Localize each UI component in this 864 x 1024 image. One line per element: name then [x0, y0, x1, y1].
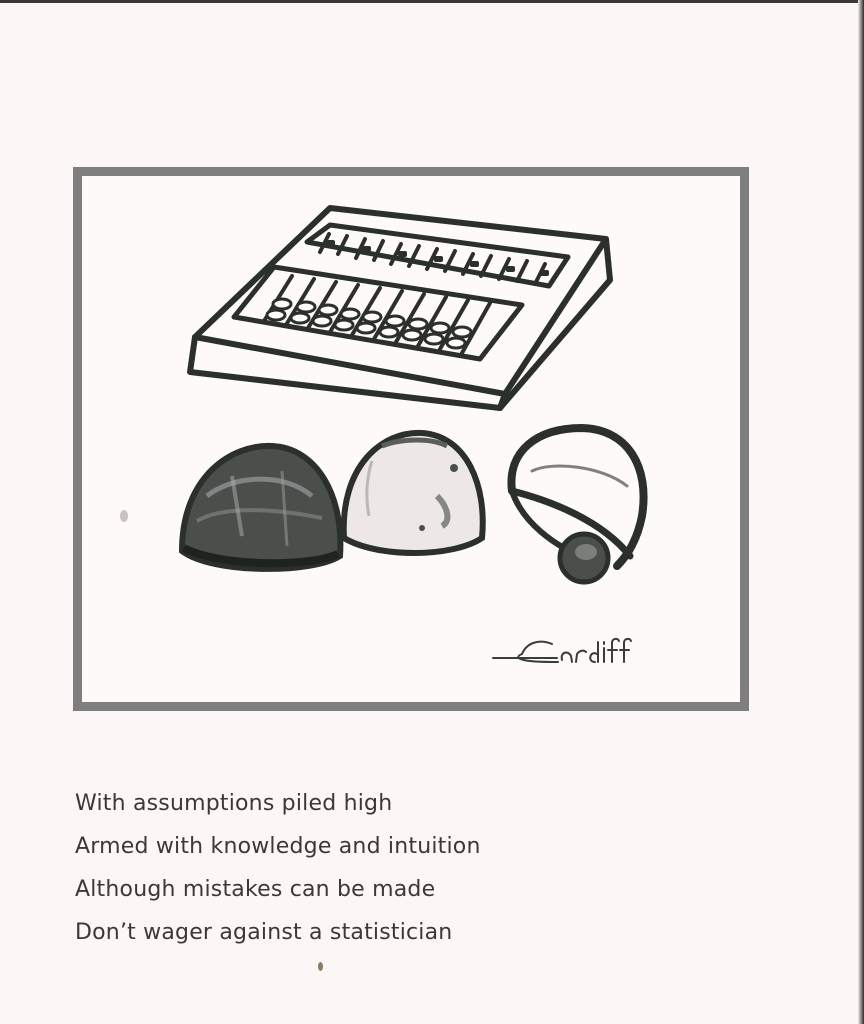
ball-icon: [560, 534, 608, 582]
illustration-frame: [73, 167, 749, 711]
illustration-drawing: [82, 176, 740, 702]
poem-line-4: Don’t wager against a statistician: [75, 920, 453, 945]
poem-line-3: Although mistakes can be made: [75, 877, 436, 902]
page-edge-top: [0, 0, 864, 3]
cup-icon-left: [182, 446, 340, 569]
poem: [75, 782, 675, 954]
cup-icon-middle: [344, 433, 483, 553]
paper-speck: [318, 962, 323, 971]
artist-signature: [493, 639, 631, 662]
page-edge-right: [858, 0, 864, 1024]
abacus-icon: [190, 208, 610, 408]
paper-speck: [120, 510, 128, 522]
poem-line-1: With assumptions piled high: [75, 791, 393, 816]
poem-line-2: Armed with knowledge and intuition: [75, 834, 481, 859]
